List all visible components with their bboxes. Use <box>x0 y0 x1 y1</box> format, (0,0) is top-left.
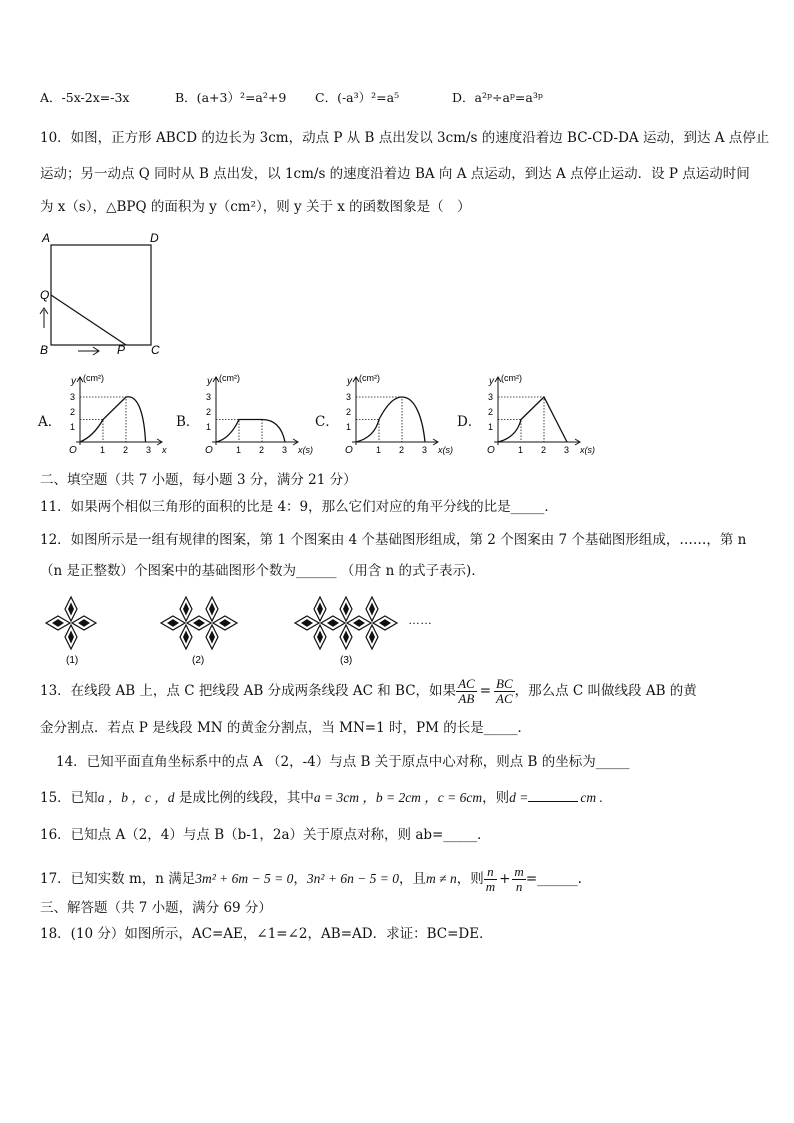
option-d: D．a²ᵖ÷aᵖ=a³ᵖ <box>452 90 543 105</box>
unit-label: (cm²) <box>219 373 240 383</box>
origin-label: O <box>345 445 353 456</box>
choice-c-label[interactable]: C． <box>315 414 339 430</box>
x-tick-label: 3 <box>146 445 152 455</box>
graph-b[interactable] <box>198 370 313 460</box>
x-tick-label: 2 <box>399 445 405 455</box>
q13-eq: = <box>479 683 491 699</box>
y-axis-label: y <box>347 376 352 387</box>
label-c: C <box>151 343 160 357</box>
label-d: D <box>150 231 159 245</box>
x-axis-label: x <box>162 445 167 455</box>
q10-line2: 运动；另一动点 Q 同时从 B 点出发，以 1cm/s 的速度沿着边 BA 向 A 点运动，到达 A 点停止运动．设 P 点运动时间 <box>40 166 750 182</box>
pattern-label-3: (3) <box>340 655 353 666</box>
guide-line <box>80 420 103 443</box>
guide-line <box>356 420 379 443</box>
q10-line3: 为 x（s），△BPQ 的面积为 y（cm²），则 y 关于 x 的函数图象是（ ） <box>40 199 471 215</box>
option-b: B．(a+3）²=a²+9 <box>175 90 287 105</box>
origin-label: O <box>205 445 213 456</box>
label-a: A <box>42 231 51 245</box>
choice-b-label[interactable]: B． <box>176 414 200 430</box>
section2-heading: 二、填空题（共 7 小题，每小题 3 分，满分 21 分） <box>40 472 357 488</box>
pattern-figures <box>40 590 460 670</box>
y-tick-label: 2 <box>206 407 212 417</box>
choice-d-label[interactable]: D． <box>457 414 482 430</box>
q13-line2: 金分割点．若点 P 是线段 MN 的黄金分割点，当 MN=1 时，PM 的长是_____． <box>40 720 531 736</box>
choice-a-label[interactable]: A． <box>38 414 62 430</box>
x-tick-label: 1 <box>518 445 524 455</box>
q16: 16．已知点 A（2，4）与点 B（b-1，2a）关于原点对称，则 ab=_____． <box>40 827 491 843</box>
pattern-label-2: (2) <box>192 655 205 666</box>
x-tick-label: 3 <box>282 445 288 455</box>
graph-c[interactable] <box>338 370 453 460</box>
q13-part1: 13．在线段 AB 上，点 C 把线段 AB 分成两条线段 AC 和 BC，如果 <box>40 683 457 699</box>
unit-label: (cm²) <box>83 373 104 383</box>
y-tick-label: 1 <box>488 422 494 432</box>
label-b: B <box>40 343 49 357</box>
q10-line1: 10．如图，正方形 ABCD 的边长为 3cm，动点 P 从 B 点出发以 3cm/s 的速度沿着边 BC-CD-DA 运动，到达 A 点停止 <box>40 130 770 146</box>
y-tick-label: 1 <box>346 422 352 432</box>
x-tick-label: 1 <box>236 445 242 455</box>
y-tick-label: 3 <box>206 392 212 402</box>
q13-frac1: $\frac{AC}{AB}$ <box>458 675 475 706</box>
guide-line <box>216 420 239 443</box>
unit-label: (cm²) <box>501 373 522 383</box>
guide-line <box>498 420 521 443</box>
q18: 18．(10 分）如图所示，AC=AE，∠1=∠2，AB=AD．求证：BC=DE． <box>40 926 493 942</box>
y-tick-label: 3 <box>70 392 76 402</box>
x-tick-label: 3 <box>422 445 428 455</box>
option-c: C．(-a³）²=a⁵ <box>315 90 400 105</box>
x-axis-label: x(s) <box>298 445 313 455</box>
q13-line1 <box>40 675 697 706</box>
x-tick-label: 1 <box>376 445 382 455</box>
label-q: Q <box>40 288 50 302</box>
x-tick-label: 2 <box>123 445 129 455</box>
y-tick-label: 1 <box>70 422 76 432</box>
origin-label: O <box>69 445 77 456</box>
x-tick-label: 2 <box>541 445 547 455</box>
label-p: P <box>117 343 126 357</box>
q12-line2: （n 是正整数）个图案中的基础图形个数为______ （用含 n 的式子表示)． <box>40 563 485 579</box>
origin-label: O <box>487 445 495 456</box>
x-tick-label: 1 <box>100 445 106 455</box>
q14: 14．已知平面直角坐标系中的点 A （2，-4）与点 B 关于原点中心对称，则点 B 的坐标为_____ <box>56 754 630 770</box>
curve-b <box>216 420 285 443</box>
y-axis-label: y <box>207 376 212 387</box>
y-tick-label: 2 <box>70 407 76 417</box>
square-figure <box>34 230 174 362</box>
pattern-ellipsis: …… <box>408 613 432 627</box>
q17: 17．已知实数 m，n 满足 3m² + 6m − 5 = 0 ， 3n² + 6n − 5 = 0 ，且 m ≠ n ，则 $\frac{n}{m}$ + $\frac{m}{n}$ =______. <box>40 863 582 894</box>
q13-part2: ，那么点 C 叫做线段 AB 的黄 <box>514 683 697 699</box>
y-tick-label: 2 <box>346 407 352 417</box>
y-axis-label: y <box>71 376 76 387</box>
option-a: A．-5x-2x=-3x <box>40 90 130 105</box>
q12-line1: 12．如图所示是一组有规律的图案，第 1 个图案由 4 个基础图形组成，第 2 个图案由 7 个基础图形组成，……，第 n <box>40 532 747 548</box>
y-tick-label: 3 <box>488 392 494 402</box>
x-axis-label: x(s) <box>438 445 453 455</box>
unit-label: (cm²) <box>359 373 380 383</box>
q13-frac2: $\frac{BC}{AC}$ <box>496 675 513 706</box>
x-axis-label: x(s) <box>580 445 595 455</box>
y-axis-label: y <box>489 376 494 387</box>
pattern-label-1: (1) <box>66 655 79 666</box>
y-tick-label: 1 <box>206 422 212 432</box>
section3-heading: 三、解答题（共 7 小题，满分 69 分） <box>40 900 272 916</box>
graph-d[interactable] <box>480 370 600 460</box>
y-tick-label: 3 <box>346 392 352 402</box>
x-tick-label: 2 <box>259 445 265 455</box>
graph-a[interactable] <box>62 370 172 460</box>
y-tick-label: 2 <box>488 407 494 417</box>
x-tick-label: 3 <box>564 445 570 455</box>
q11: 11．如果两个相似三角形的面积的比是 4：9，那么它们对应的角平分线的比是_____． <box>40 499 558 515</box>
q15: 15．已知a ，b ，c ，d 是成比例的线段，其中a = 3cm ，b = 2cm ，c = 6cm，则d = cm . <box>40 790 603 806</box>
